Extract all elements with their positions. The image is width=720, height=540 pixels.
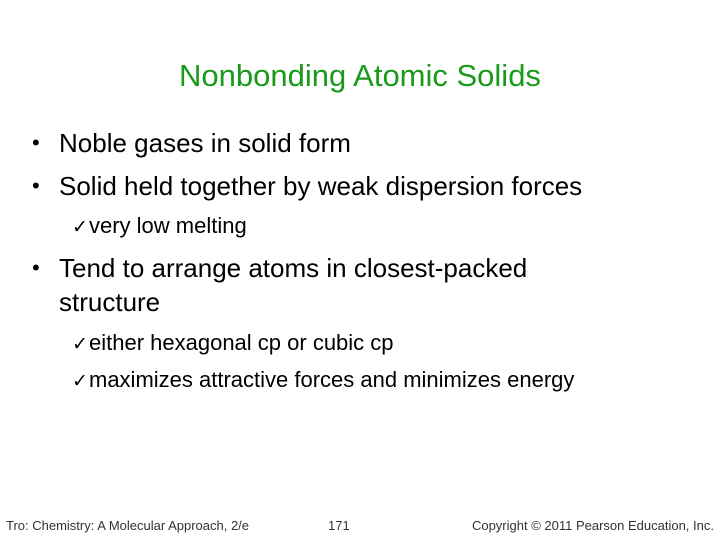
sub-bullet-item [72, 212, 247, 242]
checkmark-icon: ✓ [72, 371, 88, 392]
bullet-dot-icon: • [32, 130, 40, 155]
bullet-text: Tend to arrange atoms in closest-packed [59, 253, 528, 283]
footer-source: Tro: Chemistry: A Molecular Approach, 2/e [6, 518, 250, 533]
sub-bullet-text: either hexagonal cp or cubic cp [89, 330, 394, 355]
sub-bullet-item [72, 329, 394, 359]
footer-copyright: Copyright © 2011 Pearson Education, Inc. [471, 518, 714, 533]
bullet-text-line2: structure [59, 287, 161, 317]
bullet-dot-icon: • [32, 173, 40, 198]
sub-bullet-text: very low melting [89, 213, 247, 238]
slide-title: Nonbonding Atomic Solids [179, 58, 541, 93]
bullet-text: Solid held together by weak dispersion forces [59, 171, 583, 201]
bullet-text: Noble gases in solid form [59, 128, 351, 158]
bullet-dot-icon: • [32, 255, 40, 280]
sub-bullet-item [72, 366, 574, 396]
checkmark-icon: ✓ [72, 334, 88, 355]
checkmark-icon: ✓ [72, 217, 88, 238]
sub-bullet-text: maximizes attractive forces and minimizes energy [89, 367, 575, 392]
footer-page-number: 171 [328, 518, 350, 533]
